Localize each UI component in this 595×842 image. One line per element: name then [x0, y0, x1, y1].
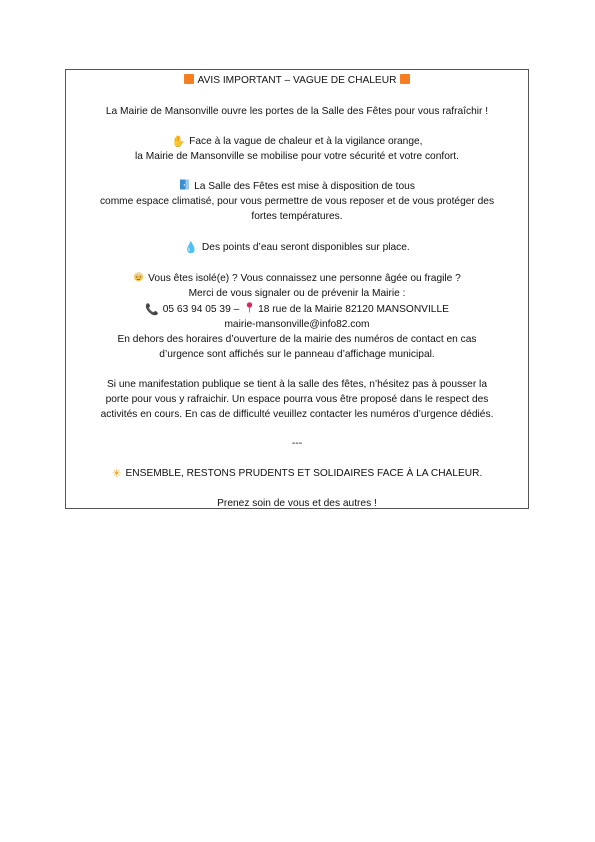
- signal-line: Merci de vous signaler ou de prévenir la Mairie :: [188, 288, 406, 299]
- orange-square-icon: [184, 74, 194, 84]
- intro-text: La Mairie de Mansonville ouvre les portes de la Salle des Fêtes pour vous rafraîchir !: [105, 106, 489, 117]
- older-person-icon: [133, 271, 144, 282]
- telephone-receiver-icon: 📞: [145, 304, 159, 316]
- address: 18 rue de la Mairie 82120 MANSONVILLE: [258, 304, 449, 315]
- vigilance-line-1: ✋ Face à la vague de chaleur et à la vigilance orange,: [171, 136, 423, 148]
- heatwave-notice: [65, 69, 529, 509]
- separator: ---: [291, 438, 303, 449]
- contact-line: [66, 302, 528, 317]
- sun-icon: ☀: [111, 468, 122, 480]
- email: mairie-mansonville@info82.com: [224, 319, 370, 330]
- hours-line-2: d’urgence sont affichés sur le panneau d’affichage municipal.: [159, 349, 435, 360]
- salle-line-1: La Salle des Fêtes est mise à disposition de tous: [66, 179, 528, 194]
- water-line: 💧 Des points d’eau seront disponibles sur place.: [184, 242, 410, 254]
- salle-line-3: fortes températures.: [251, 211, 343, 222]
- slogan: ENSEMBLE, RESTONS PRUDENTS ET SOLIDAIRES FACE À LA CHALEUR.: [125, 468, 483, 479]
- notice-title-line: [66, 73, 528, 88]
- orange-square-icon: [400, 74, 410, 84]
- closing-text: Prenez soin de vous et des autres !: [217, 498, 377, 509]
- event-line-2: porte pour vous y rafraichir. Un espace pourra vous être proposé dans le respect des: [105, 394, 489, 405]
- isolated-question-line: Vous êtes isolé(e) ? Vous connaissez une personne âgée ou fragile ?: [66, 271, 528, 286]
- round-pushpin-icon: [245, 302, 254, 313]
- slogan-line: [66, 466, 528, 481]
- event-line-1: Si une manifestation publique se tient à la salle des fêtes, n’hésitez pas à pousser la: [106, 379, 487, 390]
- salle-line-2: comme espace climatisé, pour vous permettre de vous reposer et de vous protéger des: [99, 196, 495, 207]
- pinching-hand-icon: ✋: [171, 136, 186, 148]
- notice-title: AVIS IMPORTANT – VAGUE DE CHALEUR: [197, 75, 397, 86]
- door-icon: [179, 179, 190, 190]
- event-line-3: activités en cours. En cas de difficulté veuillez contacter les numéros d’urgence dédiés.: [100, 409, 494, 420]
- hours-line-1: En dehors des horaires d’ouverture de la mairie des numéros de contact en cas: [117, 334, 477, 345]
- vigilance-line-2: la Mairie de Mansonville se mobilise pour votre sécurité et votre confort.: [135, 151, 459, 162]
- droplet-icon: 💧: [184, 242, 198, 254]
- phone-number: 05 63 94 05 39 –: [162, 304, 240, 315]
